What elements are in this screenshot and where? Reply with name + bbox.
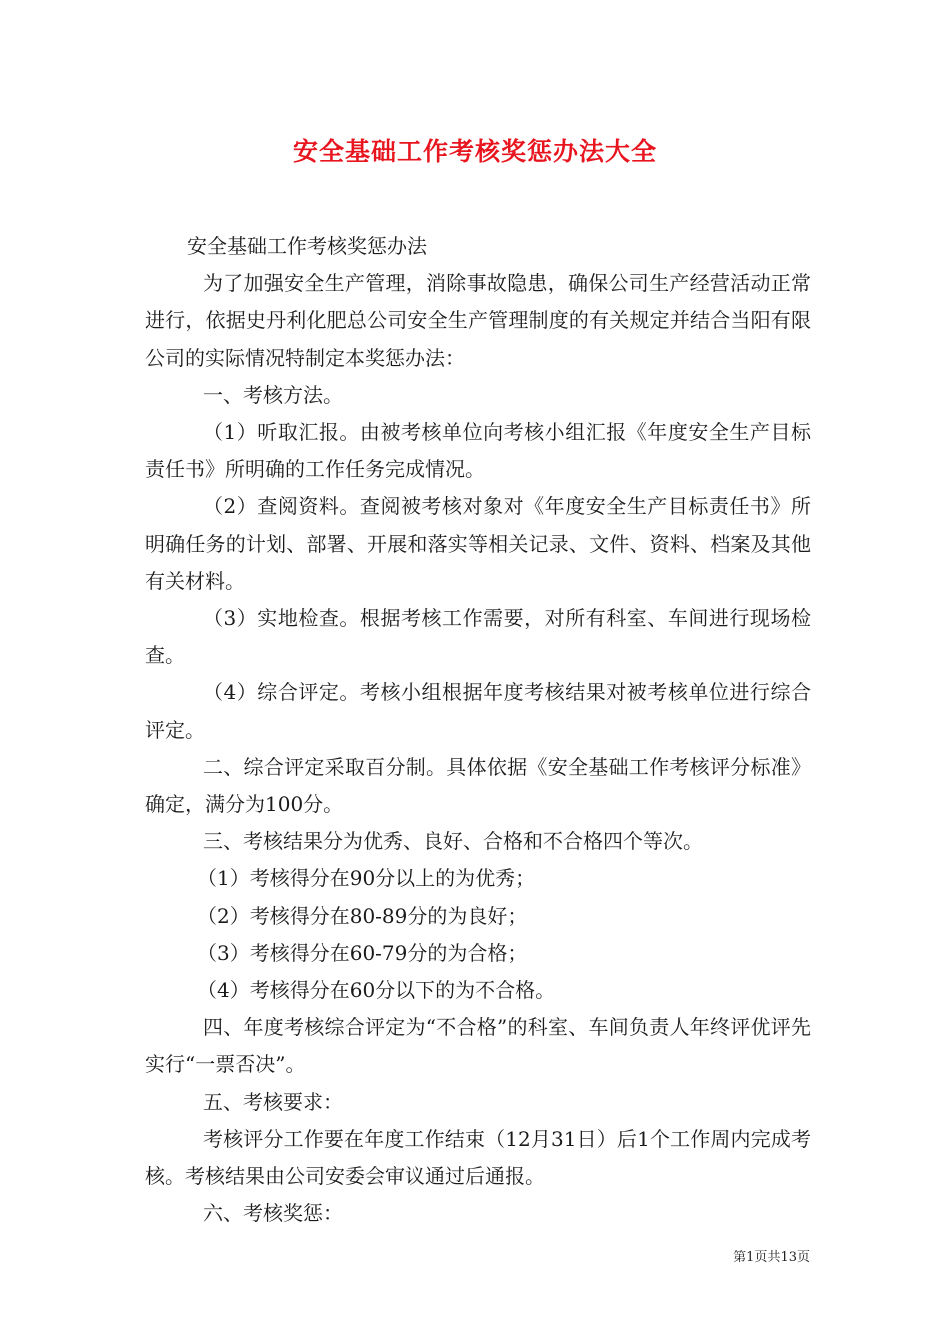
heading-requirements: 五、考核要求：: [203, 1089, 343, 1114]
heading-rewards-penalties: 六、考核奖惩：: [203, 1201, 343, 1226]
heading-result-grades: 三、考核结果分为优秀、良好、合格和不合格四个等次。: [203, 829, 703, 854]
page-number: 第1页共13页: [733, 1250, 810, 1265]
method-item-2: （2）查阅资料。查阅被考核对象对《年度安全生产目标责任书》所明确任务的计划、部署、开展和落实等相关记录、文件、资料、档案及其他有关材料。: [145, 494, 811, 593]
document-title: 安全基础工作考核奖惩办法大全: [292, 137, 657, 166]
document-body: [145, 228, 811, 1232]
heading-scoring-system: 二、综合评定采取百分制。具体依据《安全基础工作考核评分标准》确定，满分为100分。: [145, 754, 811, 817]
grade-item-good: （2）考核得分在80-89分的为良好；: [197, 903, 528, 928]
requirements-paragraph: 考核评分工作要在年度工作结束（12月31日）后1个工作周内完成考核。考核结果由公司安委会审议通过后通报。: [145, 1126, 811, 1189]
grade-item-excellent: （1）考核得分在90分以上的为优秀；: [197, 866, 536, 891]
method-item-3: （3）实地检查。根据考核工作需要，对所有科室、车间进行现场检查。: [145, 606, 811, 668]
method-item-4: （4）综合评定。考核小组根据年度考核结果对被考核单位进行综合评定。: [145, 680, 811, 742]
heading-veto-rule: 四、年度考核综合评定为“不合格”的科室、车间负责人年终评优评先实行“一票否决”。: [145, 1015, 811, 1077]
grade-item-fail: （4）考核得分在60分以下的为不合格。: [197, 978, 556, 1003]
method-item-1: （1）听取汇报。由被考核单位向考核小组汇报《年度安全生产目标责任书》所明确的工作任务完成情况。: [145, 420, 811, 482]
grade-item-pass: （3）考核得分在60-79分的为合格；: [197, 940, 528, 965]
section-heading: 安全基础工作考核奖惩办法: [187, 234, 427, 258]
heading-assessment-method: 一、考核方法。: [203, 382, 343, 407]
intro-paragraph: 为了加强安全生产管理，消除事故隐患，确保公司生产经营活动正常进行，依据史丹利化肥总公司安全生产管理制度的有关规定并结合当阳有限公司的实际情况特制定本奖惩办法：: [145, 271, 811, 370]
